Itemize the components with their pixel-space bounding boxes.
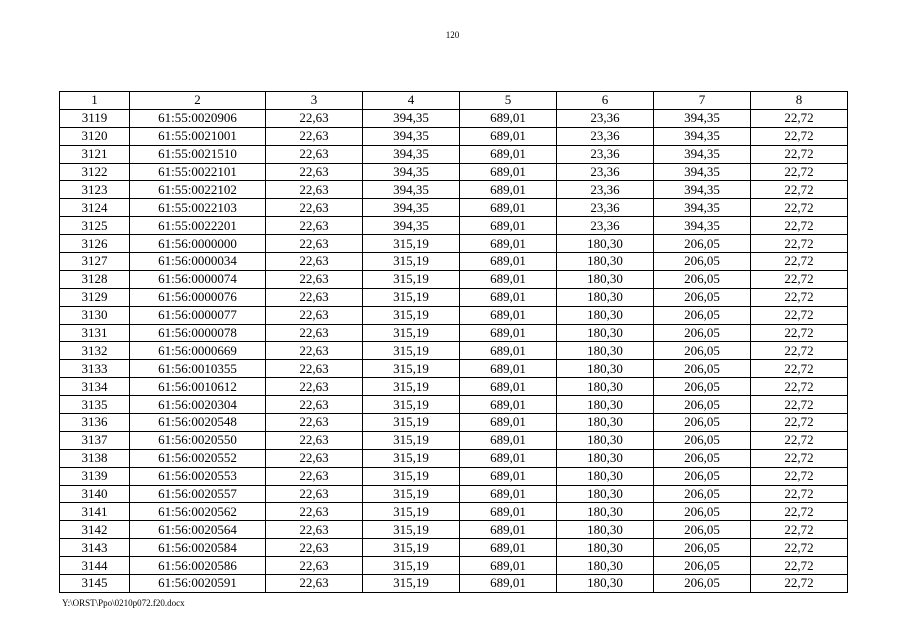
table-cell: 689,01 xyxy=(460,575,557,593)
table-row xyxy=(60,199,848,217)
table-cell: 3137 xyxy=(60,431,130,449)
table-cell: 22,72 xyxy=(751,467,848,485)
table-cell: 22,72 xyxy=(751,199,848,217)
table-cell: 22,72 xyxy=(751,163,848,181)
table-row xyxy=(60,235,848,253)
table-cell: 22,63 xyxy=(266,396,363,414)
table-cell: 315,19 xyxy=(363,539,460,557)
table-row xyxy=(60,342,848,360)
table-cell: 22,63 xyxy=(266,539,363,557)
table-cell: 689,01 xyxy=(460,360,557,378)
table-cell: 689,01 xyxy=(460,145,557,163)
table-cell: 689,01 xyxy=(460,253,557,271)
table-row xyxy=(60,324,848,342)
table-cell: 61:56:0020552 xyxy=(130,449,266,467)
table-cell: 394,35 xyxy=(654,181,751,199)
table-cell: 689,01 xyxy=(460,235,557,253)
table-cell: 180,30 xyxy=(557,360,654,378)
table-row xyxy=(60,575,848,593)
table-cell: 315,19 xyxy=(363,360,460,378)
table-cell: 689,01 xyxy=(460,431,557,449)
table-cell: 3123 xyxy=(60,181,130,199)
table-cell: 3120 xyxy=(60,127,130,145)
table-cell: 23,36 xyxy=(557,163,654,181)
table-cell: 315,19 xyxy=(363,467,460,485)
table-cell: 180,30 xyxy=(557,288,654,306)
table-row xyxy=(60,288,848,306)
table-cell: 206,05 xyxy=(654,396,751,414)
table-row xyxy=(60,449,848,467)
table-cell: 3141 xyxy=(60,503,130,521)
table-cell: 689,01 xyxy=(460,467,557,485)
table-cell: 22,63 xyxy=(266,467,363,485)
table-cell: 180,30 xyxy=(557,431,654,449)
table-cell: 3134 xyxy=(60,378,130,396)
table-row xyxy=(60,414,848,432)
table-cell: 689,01 xyxy=(460,306,557,324)
table-cell: 23,36 xyxy=(557,145,654,163)
table-cell: 180,30 xyxy=(557,396,654,414)
table-cell: 206,05 xyxy=(654,503,751,521)
table-cell: 61:56:0000669 xyxy=(130,342,266,360)
table-row xyxy=(60,306,848,324)
table-cell: 315,19 xyxy=(363,288,460,306)
table-cell: 689,01 xyxy=(460,270,557,288)
column-header-4: 4 xyxy=(363,92,460,110)
table-cell: 61:55:0022101 xyxy=(130,163,266,181)
table-cell: 3136 xyxy=(60,414,130,432)
table-cell: 22,72 xyxy=(751,360,848,378)
column-header-7: 7 xyxy=(654,92,751,110)
column-header-1: 1 xyxy=(60,92,130,110)
table-cell: 61:56:0020562 xyxy=(130,503,266,521)
table-cell: 3143 xyxy=(60,539,130,557)
table-cell: 22,63 xyxy=(266,360,363,378)
table-cell: 394,35 xyxy=(363,109,460,127)
table-cell: 3128 xyxy=(60,270,130,288)
table-row xyxy=(60,503,848,521)
table-cell: 206,05 xyxy=(654,414,751,432)
table-row xyxy=(60,253,848,271)
table-cell: 206,05 xyxy=(654,521,751,539)
table-cell: 394,35 xyxy=(363,163,460,181)
table-cell: 22,72 xyxy=(751,575,848,593)
table-cell: 23,36 xyxy=(557,199,654,217)
table-cell: 61:56:0020304 xyxy=(130,396,266,414)
table-cell: 61:56:0000076 xyxy=(130,288,266,306)
table-cell: 22,72 xyxy=(751,503,848,521)
table-body xyxy=(60,109,848,592)
table-cell: 22,72 xyxy=(751,396,848,414)
table-row xyxy=(60,521,848,539)
table-cell: 180,30 xyxy=(557,378,654,396)
table-cell: 3145 xyxy=(60,575,130,593)
table-cell: 206,05 xyxy=(654,467,751,485)
table-cell: 180,30 xyxy=(557,503,654,521)
table-cell: 22,72 xyxy=(751,557,848,575)
table-cell: 180,30 xyxy=(557,414,654,432)
table-cell: 22,72 xyxy=(751,235,848,253)
table-cell: 3126 xyxy=(60,235,130,253)
table-cell: 315,19 xyxy=(363,557,460,575)
table-cell: 180,30 xyxy=(557,449,654,467)
table-cell: 689,01 xyxy=(460,485,557,503)
table-cell: 180,30 xyxy=(557,521,654,539)
table-cell: 689,01 xyxy=(460,521,557,539)
column-header-6: 6 xyxy=(557,92,654,110)
table-row xyxy=(60,270,848,288)
table-cell: 61:56:0000000 xyxy=(130,235,266,253)
table-row xyxy=(60,485,848,503)
table-cell: 3140 xyxy=(60,485,130,503)
table-cell: 22,63 xyxy=(266,557,363,575)
table-cell: 22,63 xyxy=(266,414,363,432)
table-cell: 3135 xyxy=(60,396,130,414)
table-cell: 394,35 xyxy=(654,199,751,217)
header-row xyxy=(60,92,848,110)
table-cell: 315,19 xyxy=(363,396,460,414)
table-cell: 180,30 xyxy=(557,342,654,360)
table-cell: 206,05 xyxy=(654,557,751,575)
table-cell: 315,19 xyxy=(363,253,460,271)
table-cell: 61:56:0000034 xyxy=(130,253,266,271)
table-cell: 3125 xyxy=(60,217,130,235)
table-cell: 22,63 xyxy=(266,145,363,163)
table-cell: 689,01 xyxy=(460,109,557,127)
table-cell: 22,63 xyxy=(266,109,363,127)
table-cell: 206,05 xyxy=(654,485,751,503)
table-cell: 3144 xyxy=(60,557,130,575)
table-cell: 315,19 xyxy=(363,521,460,539)
table-cell: 180,30 xyxy=(557,306,654,324)
table-cell: 689,01 xyxy=(460,449,557,467)
table-cell: 22,63 xyxy=(266,217,363,235)
column-header-3: 3 xyxy=(266,92,363,110)
table-cell: 315,19 xyxy=(363,449,460,467)
column-header-2: 2 xyxy=(130,92,266,110)
table-cell: 315,19 xyxy=(363,270,460,288)
table-cell: 22,72 xyxy=(751,449,848,467)
table-cell: 61:56:0020550 xyxy=(130,431,266,449)
table-cell: 22,63 xyxy=(266,199,363,217)
table-cell: 23,36 xyxy=(557,181,654,199)
column-header-5: 5 xyxy=(460,92,557,110)
table-cell: 22,63 xyxy=(266,306,363,324)
table-cell: 61:56:0020584 xyxy=(130,539,266,557)
table-cell: 394,35 xyxy=(363,199,460,217)
data-table xyxy=(59,91,848,593)
table-cell: 22,63 xyxy=(266,431,363,449)
table-cell: 315,19 xyxy=(363,414,460,432)
table-cell: 689,01 xyxy=(460,414,557,432)
table-cell: 3138 xyxy=(60,449,130,467)
table-cell: 22,72 xyxy=(751,414,848,432)
table-cell: 206,05 xyxy=(654,235,751,253)
table-cell: 206,05 xyxy=(654,288,751,306)
table-cell: 394,35 xyxy=(654,217,751,235)
table-cell: 206,05 xyxy=(654,342,751,360)
table-cell: 180,30 xyxy=(557,557,654,575)
table-cell: 689,01 xyxy=(460,378,557,396)
table-cell: 394,35 xyxy=(654,145,751,163)
table-cell: 61:56:0000074 xyxy=(130,270,266,288)
page-number: 120 xyxy=(445,30,460,40)
table-cell: 23,36 xyxy=(557,109,654,127)
table-cell: 22,63 xyxy=(266,253,363,271)
table-cell: 22,63 xyxy=(266,181,363,199)
table-cell: 61:55:0022103 xyxy=(130,199,266,217)
table-cell: 23,36 xyxy=(557,217,654,235)
table-cell: 22,63 xyxy=(266,485,363,503)
table-cell: 689,01 xyxy=(460,342,557,360)
table-cell: 180,30 xyxy=(557,485,654,503)
table-cell: 315,19 xyxy=(363,575,460,593)
table-cell: 689,01 xyxy=(460,288,557,306)
table-cell: 206,05 xyxy=(654,575,751,593)
table-row xyxy=(60,431,848,449)
table-cell: 22,63 xyxy=(266,288,363,306)
table-cell: 22,72 xyxy=(751,109,848,127)
table-cell: 206,05 xyxy=(654,539,751,557)
table-cell: 180,30 xyxy=(557,235,654,253)
table-cell: 22,63 xyxy=(266,163,363,181)
table-cell: 22,72 xyxy=(751,324,848,342)
table-cell: 394,35 xyxy=(363,181,460,199)
table-cell: 61:56:0020591 xyxy=(130,575,266,593)
table-cell: 61:55:0022201 xyxy=(130,217,266,235)
table-cell: 3142 xyxy=(60,521,130,539)
table-cell: 22,72 xyxy=(751,431,848,449)
table-cell: 22,63 xyxy=(266,270,363,288)
table-cell: 689,01 xyxy=(460,163,557,181)
table-cell: 22,63 xyxy=(266,575,363,593)
table-cell: 689,01 xyxy=(460,199,557,217)
table-cell: 315,19 xyxy=(363,342,460,360)
table-cell: 206,05 xyxy=(654,306,751,324)
table-cell: 394,35 xyxy=(654,127,751,145)
table-row xyxy=(60,396,848,414)
table-cell: 394,35 xyxy=(363,127,460,145)
table-cell: 689,01 xyxy=(460,557,557,575)
table-cell: 315,19 xyxy=(363,485,460,503)
table-cell: 61:55:0022102 xyxy=(130,181,266,199)
table-cell: 22,72 xyxy=(751,539,848,557)
table-cell: 22,72 xyxy=(751,378,848,396)
table-row xyxy=(60,557,848,575)
table-cell: 3124 xyxy=(60,199,130,217)
table-cell: 315,19 xyxy=(363,431,460,449)
table-cell: 61:56:0020548 xyxy=(130,414,266,432)
table-cell: 180,30 xyxy=(557,467,654,485)
column-header-8: 8 xyxy=(751,92,848,110)
table-cell: 3139 xyxy=(60,467,130,485)
table-cell: 3131 xyxy=(60,324,130,342)
table-cell: 22,72 xyxy=(751,306,848,324)
table-cell: 206,05 xyxy=(654,324,751,342)
table-row xyxy=(60,378,848,396)
table-cell: 3119 xyxy=(60,109,130,127)
table-cell: 689,01 xyxy=(460,181,557,199)
table-cell: 315,19 xyxy=(363,503,460,521)
table-cell: 689,01 xyxy=(460,503,557,521)
table-cell: 315,19 xyxy=(363,378,460,396)
table-cell: 206,05 xyxy=(654,378,751,396)
table-cell: 3121 xyxy=(60,145,130,163)
table-cell: 22,72 xyxy=(751,217,848,235)
table-row xyxy=(60,145,848,163)
table-cell: 61:56:0010355 xyxy=(130,360,266,378)
table-cell: 22,72 xyxy=(751,288,848,306)
table-cell: 22,63 xyxy=(266,521,363,539)
table-cell: 61:56:0020586 xyxy=(130,557,266,575)
table-cell: 61:56:0020553 xyxy=(130,467,266,485)
table-cell: 689,01 xyxy=(460,127,557,145)
table-row xyxy=(60,360,848,378)
table-cell: 3122 xyxy=(60,163,130,181)
table-cell: 61:55:0021510 xyxy=(130,145,266,163)
table-cell: 22,72 xyxy=(751,253,848,271)
table-cell: 689,01 xyxy=(460,324,557,342)
table-cell: 206,05 xyxy=(654,270,751,288)
table-row xyxy=(60,127,848,145)
table-cell: 22,63 xyxy=(266,378,363,396)
table-cell: 61:56:0000078 xyxy=(130,324,266,342)
table-cell: 61:55:0020906 xyxy=(130,109,266,127)
table-cell: 22,63 xyxy=(266,342,363,360)
table-cell: 180,30 xyxy=(557,253,654,271)
table-cell: 22,63 xyxy=(266,235,363,253)
table-cell: 61:56:0020557 xyxy=(130,485,266,503)
table-cell: 394,35 xyxy=(363,145,460,163)
table-cell: 61:56:0000077 xyxy=(130,306,266,324)
table-cell: 22,72 xyxy=(751,485,848,503)
table-cell: 22,72 xyxy=(751,342,848,360)
table-row xyxy=(60,217,848,235)
table-row xyxy=(60,163,848,181)
table-cell: 180,30 xyxy=(557,270,654,288)
table-cell: 315,19 xyxy=(363,235,460,253)
table-cell: 689,01 xyxy=(460,217,557,235)
table-cell: 180,30 xyxy=(557,324,654,342)
table-cell: 689,01 xyxy=(460,396,557,414)
table-cell: 394,35 xyxy=(654,163,751,181)
table-cell: 61:55:0021001 xyxy=(130,127,266,145)
table-cell: 394,35 xyxy=(654,109,751,127)
table-row xyxy=(60,181,848,199)
table-cell: 22,72 xyxy=(751,521,848,539)
table-cell: 61:56:0010612 xyxy=(130,378,266,396)
table-cell: 61:56:0020564 xyxy=(130,521,266,539)
table-cell: 394,35 xyxy=(363,217,460,235)
table-cell: 22,72 xyxy=(751,181,848,199)
table-cell: 3130 xyxy=(60,306,130,324)
table-cell: 689,01 xyxy=(460,539,557,557)
table-row xyxy=(60,467,848,485)
table-row xyxy=(60,109,848,127)
table-row xyxy=(60,539,848,557)
table-cell: 3133 xyxy=(60,360,130,378)
table-cell: 315,19 xyxy=(363,324,460,342)
table-cell: 3127 xyxy=(60,253,130,271)
table-cell: 206,05 xyxy=(654,253,751,271)
table-cell: 22,63 xyxy=(266,324,363,342)
table-cell: 22,63 xyxy=(266,127,363,145)
table-cell: 22,72 xyxy=(751,145,848,163)
table-cell: 22,63 xyxy=(266,503,363,521)
table-cell: 22,72 xyxy=(751,270,848,288)
footer-file-path: Y:\ORST\Ppo\0210p072.f20.docx xyxy=(62,598,185,608)
table-cell: 206,05 xyxy=(654,449,751,467)
table-cell: 22,72 xyxy=(751,127,848,145)
table-cell: 180,30 xyxy=(557,539,654,557)
table-cell: 3132 xyxy=(60,342,130,360)
table-cell: 180,30 xyxy=(557,575,654,593)
table-cell: 315,19 xyxy=(363,306,460,324)
table-cell: 206,05 xyxy=(654,360,751,378)
table-cell: 3129 xyxy=(60,288,130,306)
table-cell: 22,63 xyxy=(266,449,363,467)
table-cell: 206,05 xyxy=(654,431,751,449)
table-cell: 23,36 xyxy=(557,127,654,145)
